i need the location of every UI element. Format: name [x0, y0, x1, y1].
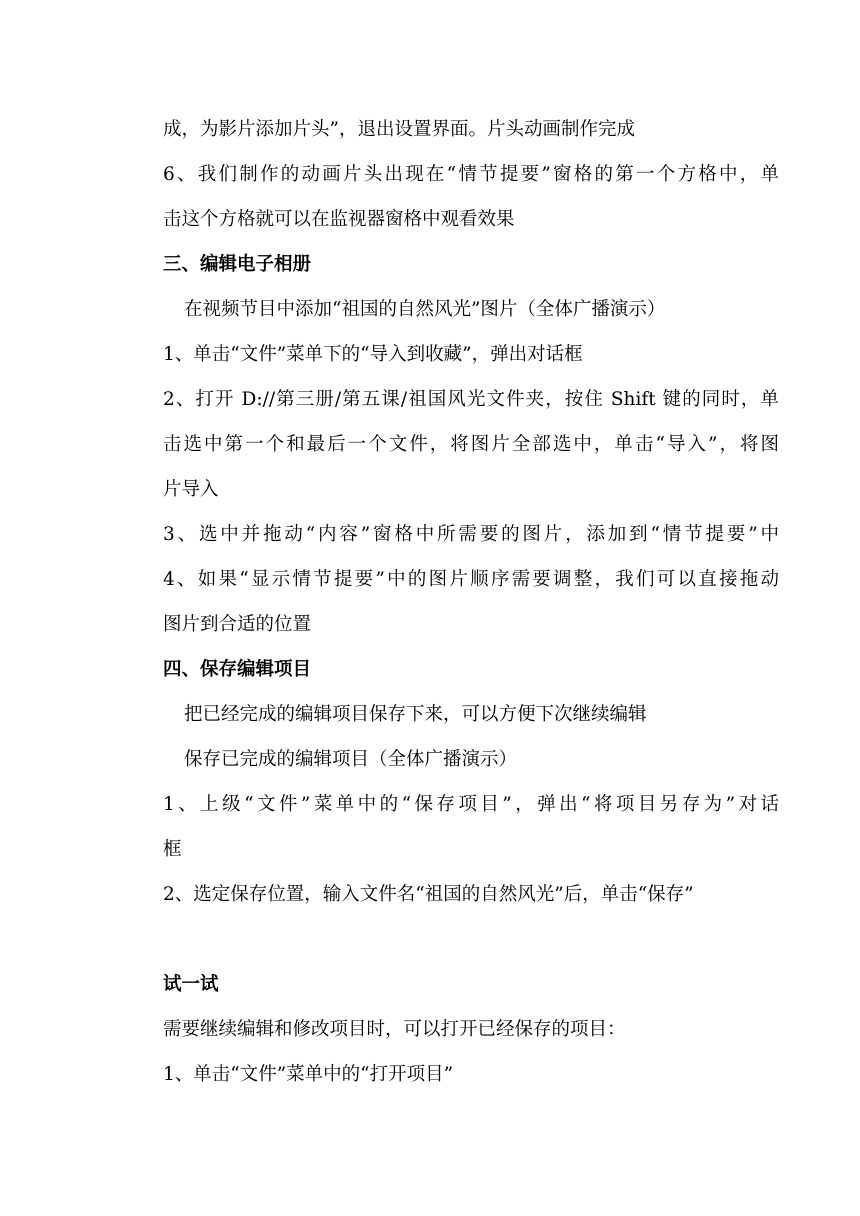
list-item: 2、选定保存位置，输入文件名“祖国的自然风光”后，单击“保存” [163, 884, 694, 905]
paragraph-line: 击选中第一个和最后一个文件，将图片全部选中，单击“导入”，将图 [163, 434, 779, 455]
paragraph-line: 在视频节目中添加“祖国的自然风光”图片（全体广播演示） [184, 299, 666, 320]
document-body [163, 107, 779, 1097]
paragraph-line: 把已经完成的编辑项目保存下来，可以方便下次继续编辑 [184, 704, 647, 725]
paragraph-line: 图片到合适的位置 [163, 614, 312, 635]
list-item: 3、选中并拖动“内容”窗格中所需要的图片，添加到“情节提要”中 [163, 524, 779, 545]
paragraph-line: 保存已完成的编辑项目（全体广播演示） [184, 749, 518, 770]
list-item: 2、打开 D://第三册/第五课/祖国风光文件夹，按住 Shift 键的同时，单 [163, 389, 779, 410]
section-heading: 三、编辑电子相册 [163, 254, 312, 275]
paragraph-line: 片导入 [163, 479, 219, 500]
paragraph-line: 6、我们制作的动画片头出现在“情节提要”窗格的第一个方格中，单 [163, 164, 779, 185]
blank-line [163, 917, 779, 962]
list-item: 1、上级“文件”菜单中的“保存项目”，弹出“将项目另存为”对话 [163, 794, 779, 815]
paragraph-line: 需要继续编辑和修改项目时，可以打开已经保存的项目： [163, 1019, 626, 1040]
list-item: 4、如果“显示情节提要”中的图片顺序需要调整，我们可以直接拖动 [163, 569, 779, 590]
paragraph-line: 成，为影片添加片头”，退出设置界面。片头动画制作完成 [163, 119, 635, 140]
list-item: 1、单击“文件”菜单中的“打开项目” [163, 1064, 454, 1085]
section-heading: 四、保存编辑项目 [163, 659, 312, 680]
section-heading: 试一试 [163, 974, 219, 995]
list-item: 1、单击“文件”菜单下的“导入到收藏”，弹出对话框 [163, 344, 583, 365]
paragraph-line: 击这个方格就可以在监视器窗格中观看效果 [163, 209, 515, 230]
paragraph-line: 框 [163, 839, 182, 860]
